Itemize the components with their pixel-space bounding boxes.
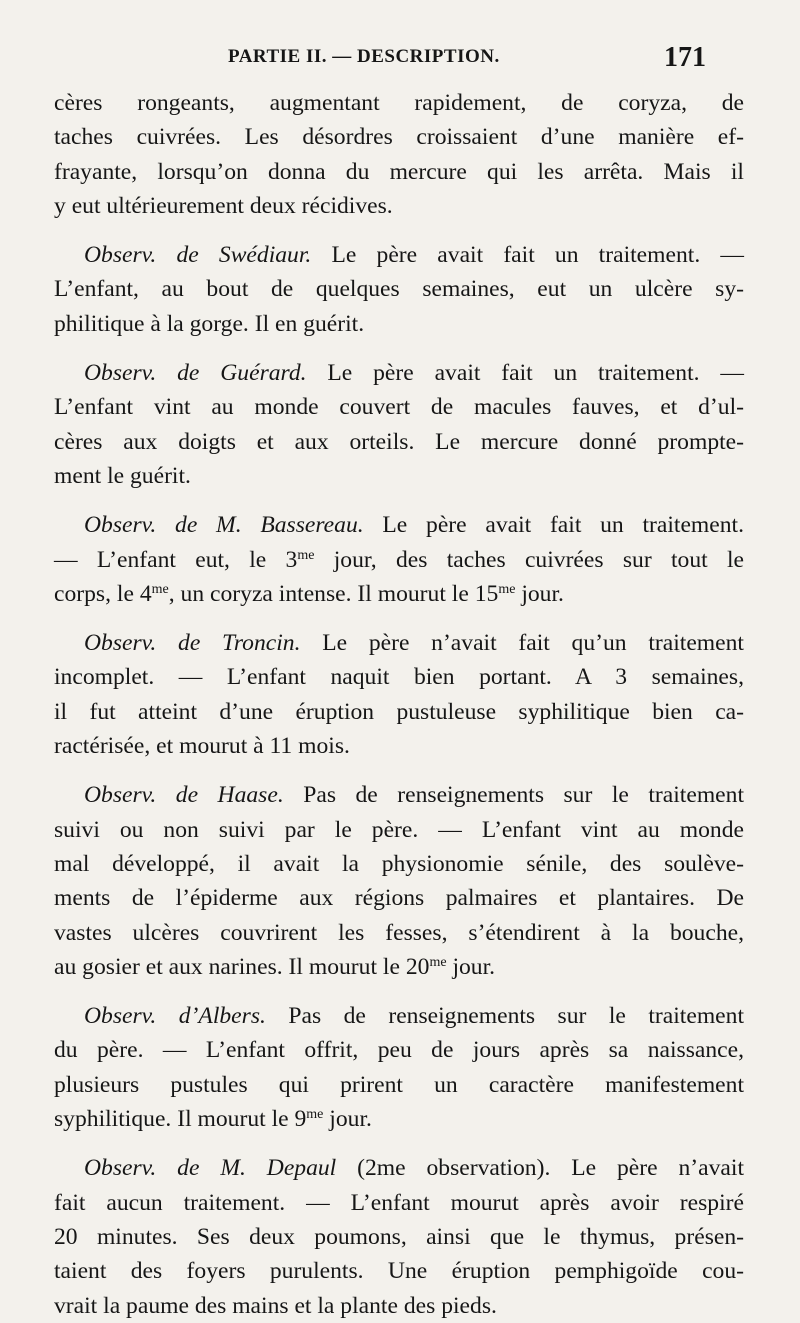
text-line [54,86,744,120]
superscript: me [498,581,516,597]
text-segment: suivi ou non suivi par le père. — L’enfant vint au monde [54,816,744,843]
paragraph [54,1151,744,1322]
observation-citation: Observ. de Haase. [84,782,284,809]
text-segment: au gosier et aux narines. Il mourut le 20 [54,953,430,980]
text-segment: (2me observation). Le père n’avait [336,1155,745,1182]
text-segment: mal développé, il avait la physionomie sénile, des soulève- [54,850,744,877]
superscript: me [429,954,447,970]
text-segment: taches cuivrées. Les désordres croissaient d’une manière ef- [54,124,744,151]
text-segment: il fut atteint d’une éruption pustuleuse syphilitique bien ca- [54,698,744,725]
text-segment: ractérisée, et mourut à 11 mois. [54,733,350,760]
text-line [54,1068,744,1102]
text-line [54,1186,744,1220]
text-segment: jour. [515,580,564,607]
text-line [54,1220,744,1254]
text-segment: cères rongeants, augmentant rapidement, de coryza, de [54,90,744,116]
text-segment: Le père avait fait un traitement. — [306,360,744,387]
superscript: me [306,1107,324,1123]
text-line [54,390,744,424]
text-line [54,1254,744,1288]
text-line [54,425,744,459]
body-text [54,86,744,1323]
page-number: 171 [664,42,706,73]
paragraph [54,238,744,341]
text-segment: , un coryza intense. Il mourut le 15 [168,580,499,607]
text-segment: philitique à la gorge. Il en guérit. [54,310,365,337]
superscript: me [151,581,169,597]
text-line [54,1289,744,1323]
text-line [54,272,744,306]
paragraph [54,86,744,223]
paragraph [54,356,744,493]
text-line [54,950,744,984]
paragraph [54,778,744,984]
text-segment: 20 minutes. Ses deux poumons, ainsi que le thymus, présen- [54,1223,744,1250]
text-line [54,813,744,847]
text-line [54,729,744,763]
superscript: me [297,547,315,563]
text-segment: — L’enfant eut, le 3 [54,546,298,573]
text-segment: y eut ultérieurement deux récidives. [54,192,393,219]
text-segment: jour. [446,953,496,980]
text-segment: L’enfant vint au monde couvert de macules fauves, et d’ul- [54,394,744,421]
text-line [54,120,744,154]
text-segment: Pas de renseignements sur le traitement [265,1003,744,1030]
observation-citation: Observ. d’Albers. [84,1003,266,1030]
text-line [54,459,744,493]
running-head: PARTIE II. — DESCRIPTION. [228,46,500,67]
observation-citation: Observ. de M. Bassereau. [84,512,364,539]
text-line [54,189,744,223]
text-line [54,660,744,694]
text-segment: jour. [323,1106,372,1133]
observation-citation: Observ. de Troncin. [84,630,301,657]
text-line [54,307,744,341]
text-segment: vrait la paume des mains et la plante des pieds. [54,1292,497,1319]
text-line [54,1033,744,1067]
text-line [54,1151,744,1185]
text-line [54,999,744,1033]
text-line [54,847,744,881]
text-line [54,356,744,390]
paragraph [54,508,744,611]
text-segment: taient des foyers purulents. Une éruption pemphigoïde cou- [54,1258,744,1285]
paragraph [54,999,744,1136]
text-line [54,881,744,915]
text-segment: cères aux doigts et aux orteils. Le mercure donné prompte- [54,428,744,455]
text-segment: syphilitique. Il mourut le 9 [54,1106,307,1133]
text-segment: Pas de renseignements sur le traitement [283,782,744,809]
text-line [54,543,744,577]
text-line [54,155,744,189]
text-segment: frayante, lorsqu’on donna du mercure qui les arrêta. Mais il [54,158,744,185]
text-line [54,916,744,950]
text-segment: L’enfant, au bout de quelques semaines, eut un ulcère sy- [54,276,744,303]
text-segment: jour, des taches cuivrées sur tout le [314,546,744,573]
text-segment: corps, le 4 [54,580,152,607]
observation-citation: Observ. de Swédiaur. [84,242,312,269]
text-segment: Le père n’avait fait qu’un traitement [300,630,744,657]
paragraph [54,626,744,763]
text-line [54,626,744,660]
text-segment: vastes ulcères couvrirent les fesses, s’étendirent à la bouche, [54,919,744,946]
text-segment: Le père avait fait un traitement. — [311,242,744,269]
text-segment: ment le guérit. [54,462,191,489]
observation-citation: Observ. de Guérard. [84,360,307,387]
text-segment: plusieurs pustules qui prirent un caractère manifestement [54,1071,744,1098]
text-line [54,238,744,272]
text-line [54,695,744,729]
text-segment: du père. — L’enfant offrit, peu de jours après sa naissance, [54,1037,744,1064]
text-line [54,1102,744,1136]
text-line [54,577,744,611]
text-line [54,508,744,542]
text-segment: fait aucun traitement. — L’enfant mourut après avoir respiré [54,1189,744,1216]
page-header [0,44,800,78]
text-segment: ments de l’épiderme aux régions palmaires et plantaires. De [54,885,744,912]
text-segment: Le père avait fait un traitement. [363,512,744,539]
text-segment: incomplet. — L’enfant naquit bien portant. A 3 semaines, [54,664,744,691]
text-line [54,778,744,812]
observation-citation: Observ. de M. Depaul [84,1155,337,1182]
